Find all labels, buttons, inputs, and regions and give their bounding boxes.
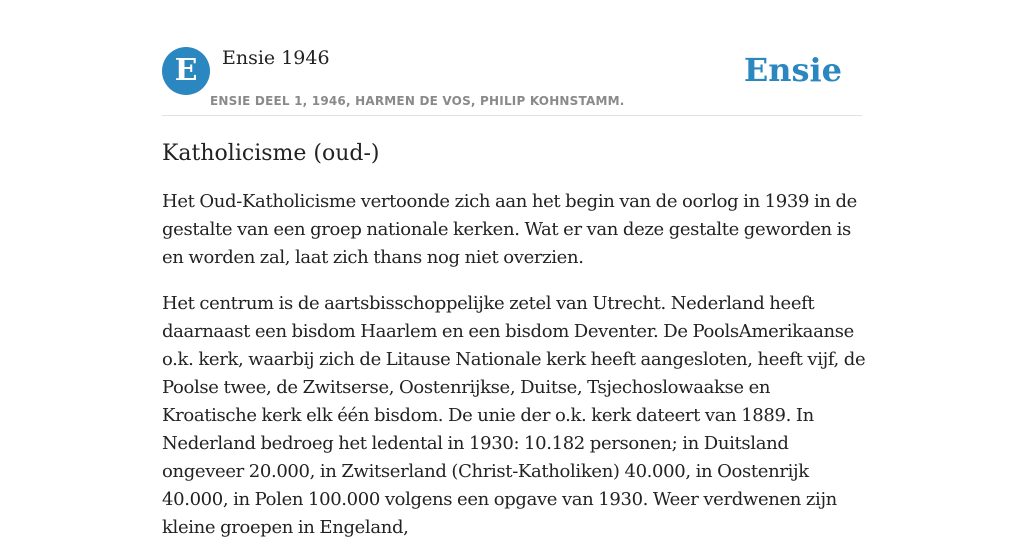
brand-logo[interactable]: Ensie <box>743 51 842 89</box>
logo-badge[interactable]: E <box>162 47 210 95</box>
site-header <box>162 46 862 116</box>
article-paragraph-1: Het Oud-Katholicisme vertoonde zich aan het begin van de oorlog in 1939 in de gestalte van een groep nationale kerken. Wat er van deze gestalte geworden is en worden zal, laat zich thans nog niet overzien. <box>162 191 857 268</box>
article-title: Katholicisme (oud-) <box>162 141 380 166</box>
article-paragraph-2: Het centrum is de aartsbisschoppelijke zetel van Utrecht. Nederland heeft daarnaast een bisdom Haarlem en een bisdom Deventer. De PoolsAmerikaanse o.k. kerk, waarbij zich de Litause Nationale kerk heeft aangesloten, heeft vijf, de Poolse twee, de Zwitserse, Oostenrijkse, Duitse, Tsjechoslowaakse en Kroatische kerk elk één bisdom. De unie der o.k. kerk dateert van 1889. In Nederland bedroeg het ledental in 1930: 10.182 personen; in Duitsland ongeveer 20.000, in Zwitserland (Christ-Katholiken) 40.000, in Oostenrijk 40.000, in Polen 100.000 volgens een opgave van 1930. Weer verdwenen zijn kleine groepen in Engeland, <box>162 293 866 538</box>
site-subtitle: ENSIE DEEL 1, 1946, HARMEN DE VOS, PHILIP KOHNSTAMM. <box>210 94 625 108</box>
site-title[interactable]: Ensie 1946 <box>222 47 330 69</box>
article-content <box>162 138 866 560</box>
